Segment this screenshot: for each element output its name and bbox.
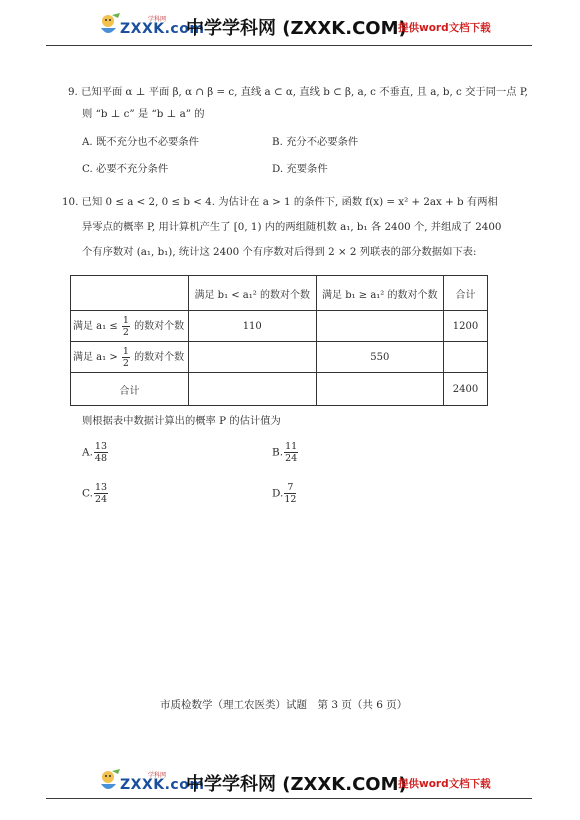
q9-line2: 则 “b ⊥ c” 是 “b ⊥ a” 的 — [82, 108, 205, 120]
q10-line3: 个有序数对 (a₁, b₁), 统计这 2400 个有序数对后得到 2 × 2 列联表的部分数据如下表: — [82, 246, 477, 258]
option-fraction — [284, 482, 296, 505]
header-b-less-a2: 满足 b₁ < a₁² 的数对个数 — [188, 276, 316, 311]
cell-r2-c1 — [188, 342, 316, 373]
q9-option-b: B. 充分不必要条件 — [272, 136, 359, 148]
option-letter: A. — [82, 446, 93, 459]
fraction-denominator: 24 — [285, 453, 298, 464]
logo-text: ZXXK.com — [120, 21, 205, 37]
fraction-numerator: 1 — [122, 345, 129, 357]
fraction-numerator: 7 — [284, 482, 296, 494]
row2-suffix: 的数对个数 — [134, 351, 185, 363]
zxxk-logo[interactable] — [98, 12, 205, 42]
table-header-row — [71, 276, 488, 311]
option-letter: D. — [272, 487, 284, 500]
header-divider — [46, 45, 532, 46]
cell-r1-c3: 1200 — [444, 311, 488, 342]
table-row — [71, 342, 488, 373]
cell-r3-c1 — [188, 373, 316, 406]
fraction-one-half — [122, 315, 130, 338]
zxxk-logo[interactable] — [98, 768, 205, 798]
header-banner — [0, 6, 580, 46]
fraction-denominator: 2 — [122, 357, 129, 369]
site-slogan[interactable]: 提供word文档下载 — [398, 778, 491, 790]
row1-suffix: 的数对个数 — [134, 320, 185, 332]
option-letter: B. — [272, 446, 284, 459]
cell-r3-c3: 2400 — [444, 373, 488, 406]
fraction-numerator: 11 — [285, 441, 298, 452]
row-label-a-gt-half — [71, 342, 189, 373]
fraction-denominator: 24 — [95, 494, 108, 505]
cell-r2-c3 — [444, 342, 488, 373]
fraction-one-half — [122, 346, 130, 369]
cell-r3-c2 — [316, 373, 444, 406]
footer-banner — [0, 762, 580, 802]
table-row — [71, 311, 488, 342]
footer-divider — [46, 798, 532, 799]
page-footer: 市质检数学（理工农医类）试题 第 3 页（共 6 页） — [160, 699, 408, 711]
site-slogan[interactable]: 提供word文档下载 — [398, 22, 491, 34]
cell-r1-c1: 110 — [188, 311, 316, 342]
q9-line1: 9. 已知平面 α ⊥ 平面 β, α ∩ β = c, 直线 a ⊂ α, 直线 b ⊂ β, a, c 不垂直, 且 a, b, c 交于同一点 P, — [68, 86, 528, 98]
q10-option-a — [82, 441, 109, 464]
q9-option-a: A. 既不充分也不必要条件 — [82, 136, 199, 148]
table-corner-cell — [71, 276, 189, 311]
row2-prefix: 满足 a₁ > — [73, 351, 118, 363]
cell-r1-c2 — [316, 311, 444, 342]
fraction-denominator: 48 — [94, 453, 108, 464]
q10-option-d — [272, 482, 297, 505]
logo-subtitle: 学科网 — [148, 16, 167, 23]
q9-option-c: C. 必要不充分条件 — [82, 163, 169, 175]
q10-line2: 异零点的概率 P, 用计算机产生了 [0, 1) 内的两组随机数 a₁, b₁ 各 2400 个, 并组成了 2400 — [82, 221, 502, 233]
site-name[interactable]: 中学学科网 (ZXXK.COM) — [186, 18, 407, 39]
fraction-numerator: 1 — [122, 314, 129, 326]
header-b-geq-a2: 满足 b₁ ≥ a₁² 的数对个数 — [316, 276, 444, 311]
row1-prefix: 满足 a₁ ≤ — [73, 320, 118, 332]
option-fraction — [94, 441, 108, 464]
fraction-numerator: 13 — [94, 441, 108, 452]
table-total-row — [71, 373, 488, 406]
q9-option-d: D. 充要条件 — [272, 163, 328, 175]
option-letter: C. — [82, 487, 93, 500]
q10-line1: 10. 已知 0 ≤ a < 2, 0 ≤ b < 4. 为估计在 a > 1 的条件下, 函数 f(x) = x² + 2ax + b 有两相 — [62, 196, 498, 208]
q10-option-b — [272, 441, 299, 464]
row-label-total: 合计 — [71, 373, 189, 406]
contingency-table — [70, 275, 488, 406]
fraction-numerator: 13 — [95, 482, 108, 493]
fraction-denominator: 2 — [122, 326, 129, 338]
cell-r2-c2: 550 — [316, 342, 444, 373]
q10-question: 则根据表中数据计算出的概率 P 的估计值为 — [82, 415, 281, 427]
row-label-a-leq-half — [71, 311, 189, 342]
site-name[interactable]: 中学学科网 (ZXXK.COM) — [186, 774, 407, 795]
logo-text: ZXXK.com — [120, 777, 205, 793]
option-fraction — [94, 482, 108, 505]
option-fraction — [284, 441, 298, 464]
q10-option-c — [82, 482, 109, 505]
logo-subtitle: 学科网 — [148, 772, 167, 779]
header-total: 合计 — [444, 276, 488, 311]
fraction-denominator: 12 — [284, 494, 297, 505]
